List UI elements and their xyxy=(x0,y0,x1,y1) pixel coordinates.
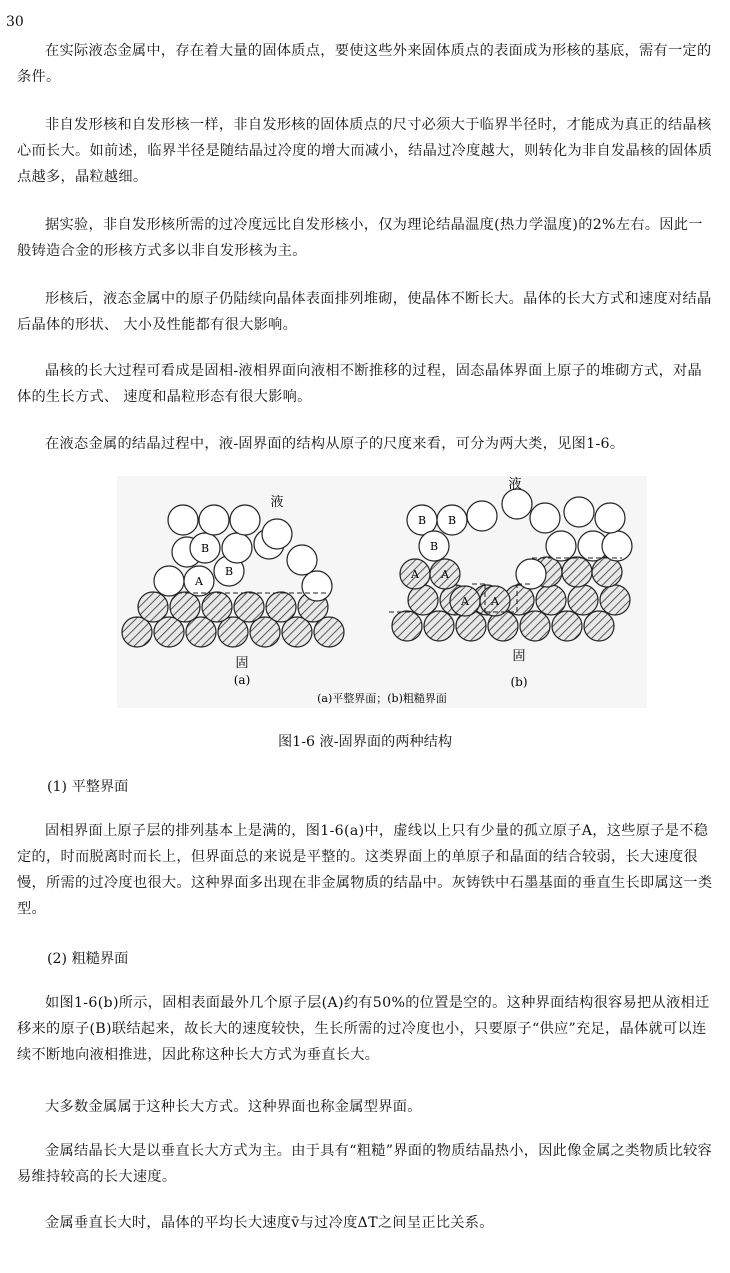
label-solid-a: 固 xyxy=(235,656,249,671)
liquid-atom xyxy=(154,566,184,596)
section-heading-rough: (2) 粗糙界面 xyxy=(47,951,129,967)
paragraph-3: 据实验，非自发形核所需的过冷度远比自发形核小，仅为理论结晶温度(热力学温度)的2%左右。因此一般铸造合金的形核方式多以非自发形核为主。 xyxy=(17,217,703,259)
figure-interface-structures xyxy=(117,476,647,708)
atom-label-a: A xyxy=(441,568,449,581)
liquid-atom xyxy=(262,519,292,549)
paragraph-2: 非自发形核和自发形核一样，非自发形核的固体质点的尺寸必须大于临界半径时，才能成为真正的结晶核心而长大。如前述，临界半径是随结晶过冷度的增大而减小，结晶过冷度越大，则转化为非自发晶核的固体质点越多，晶粒越细。 xyxy=(17,117,713,185)
figure-caption: 图1-6 液-固界面的两种结构 xyxy=(277,734,453,750)
solid-atom xyxy=(600,585,630,615)
label-a: (a) xyxy=(233,673,251,687)
solid-atom xyxy=(552,611,582,641)
solid-atom xyxy=(536,585,566,615)
paragraph-5: 晶核的长大过程可看成是固相-液相界面向液相不断推移的过程，固态晶体界面上原子的堆砌方式，对晶体的生长方式、 速度和晶粒形态有很大影响。 xyxy=(17,363,703,405)
liquid-atom xyxy=(168,505,198,535)
liquid-atom xyxy=(222,533,252,563)
liquid-atom xyxy=(595,503,625,533)
section-text-flat: 固相界面上原子层的排列基本上是满的，图1-6(a)中，虚线以上只有少量的孤立原子A，这些原子是不稳定的，时而脱离时而长上，但界面总的来说是平整的。这类界面上的单原子和晶面的结合较弱，长大速度很慢，所需的过冷度也很大。这种界面多出现在非金属物质的结晶中。灰铸铁中石墨基面的垂直生长即属这一类型。 xyxy=(17,823,713,917)
liquid-atom xyxy=(502,489,532,519)
solid-atom xyxy=(266,592,296,622)
label-solid-b: 固 xyxy=(512,649,526,664)
paragraph-4: 形核后，液态金属中的原子仍陆续向晶体表面排列堆砌，使晶体不断长大。晶体的长大方式和速度对结晶后晶体的形状、 大小及性能都有很大影响。 xyxy=(17,291,712,333)
liquid-atom xyxy=(530,503,560,533)
paragraph-6: 在液态金属的结晶过程中，液-固界面的结构从原子的尺度来看，可分为两大类，见图1-6。 xyxy=(45,436,625,452)
solid-atom xyxy=(520,611,550,641)
atom-label-b: B xyxy=(200,542,210,555)
liquid-atom xyxy=(564,497,594,527)
solid-atom xyxy=(392,611,422,641)
label-liquid-a: 液 xyxy=(270,495,284,510)
solid-atom xyxy=(202,592,232,622)
figure-diagram xyxy=(117,476,647,708)
section-heading-flat: (1) 平整界面 xyxy=(47,779,129,795)
atom-label-b: B xyxy=(447,514,457,527)
atom-label-a: A xyxy=(491,595,499,608)
closing-paragraph-1: 大多数金属属于这种长大方式。这种界面也称金属型界面。 xyxy=(45,1099,422,1115)
atom-label-b: B xyxy=(224,565,234,578)
section-text-rough: 如图1-6(b)所示，固相表面最外几个原子层(A)约有50%的位置是空的。这种界面结构很容易把从液相迁移来的原子(B)联结起来，故长大的速度较快，生长所需的过冷度也小，只要原子“供应”充足，晶体就可以连续不断地向液相推进，因此称这种长大方式为垂直长大。 xyxy=(17,995,710,1063)
solid-atom xyxy=(568,585,598,615)
liquid-atom xyxy=(546,531,576,561)
solid-atom xyxy=(170,592,200,622)
closing-paragraph-2: 金属结晶长大是以垂直长大方式为主。由于具有“粗糙”界面的物质结晶热小，因此像金属之类物质比较容易维持较高的长大速度。 xyxy=(17,1143,713,1185)
page-number: 30 xyxy=(6,14,24,30)
atom-label-b: B xyxy=(429,540,439,553)
solid-atom xyxy=(562,557,592,587)
atom-label-b: B xyxy=(417,514,427,527)
liquid-atom xyxy=(287,545,317,575)
label-liquid-b: 液 xyxy=(508,477,522,492)
liquid-atom xyxy=(199,505,229,535)
solid-atom xyxy=(234,592,264,622)
atom-label-a: A xyxy=(195,575,203,588)
liquid-atom xyxy=(230,505,260,535)
paragraph-1: 在实际液态金属中，存在着大量的固体质点，要使这些外来固体质点的表面成为形核的基底，需有一定的条件。 xyxy=(17,43,712,85)
solid-atom xyxy=(138,592,168,622)
solid-atom xyxy=(408,585,438,615)
atom-label-a: A xyxy=(461,595,469,608)
solid-atom xyxy=(424,611,454,641)
liquid-atom xyxy=(302,571,332,601)
figure-inner-caption: (a)平整界面；(b)粗糙界面 xyxy=(317,692,447,705)
label-b: (b) xyxy=(510,675,528,689)
atom-label-a: A xyxy=(411,568,419,581)
liquid-atom xyxy=(467,501,497,531)
liquid-atom xyxy=(602,531,632,561)
closing-paragraph-3: 金属垂直长大时，晶体的平均长大速度v̄与过冷度ΔT之间呈正比关系。 xyxy=(45,1215,494,1231)
solid-atom xyxy=(584,611,614,641)
